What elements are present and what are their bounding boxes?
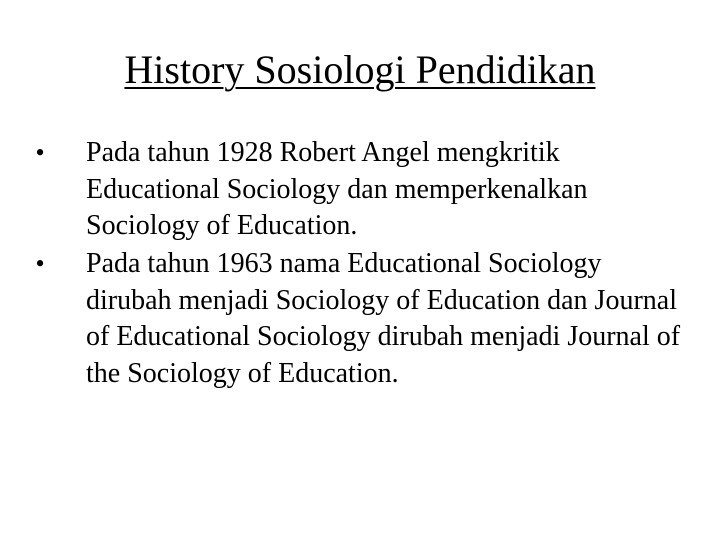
bullet-text: Pada tahun 1963 nama Educational Sociology dirubah menjadi Sociology of Education dan Journal of Educational Sociology dirubah menjadi Journal of the Sociology of Education. <box>86 248 681 389</box>
bullet-list <box>30 135 690 394</box>
bullet-item <box>30 135 690 245</box>
bullet-dot-icon: • <box>35 249 45 278</box>
bullet-item <box>30 246 690 392</box>
bullet-dot-icon: • <box>35 138 45 167</box>
slide-title: History Sosiologi Pendidikan <box>124 47 596 92</box>
bullet-text: Pada tahun 1928 Robert Angel mengkritik Educational Sociology dan memperkenalkan Sociology of Education. <box>86 137 588 241</box>
